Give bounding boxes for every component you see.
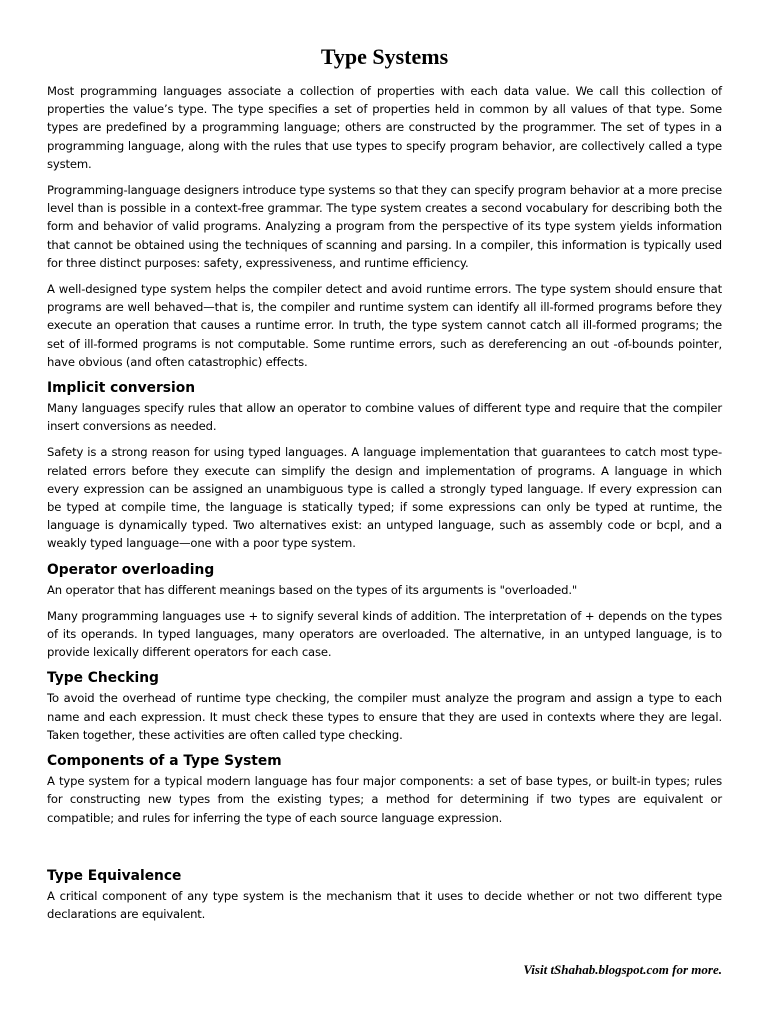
page-title: Type Systems [320,44,449,69]
intro-paragraph-1: Most programming languages associate a collection of properties with each data value. We call this collection of properties the value’s type. The type specifies a set of properties held in common by all values of that type. Some types are predefined by a programming language; others are constructed by the programmer. The set of types in a programming language, along with the rules that use types to specify program behavior, are collectively called a type system. [47,84,722,171]
overloading-paragraph-2: Many programming languages use + to signify several kinds of addition. The interpretation of + depends on the types of its operands. In typed languages, many operators are overloaded. The alternative, in an untyped language, is to provide lexically different operators for each case. [47,608,722,660]
section-heading-components: Components of a Type System [47,753,282,770]
equivalence-paragraph-1: A critical component of any type system is the mechanism that it uses to decide whether or not two different type declarations are equivalent. [47,888,722,921]
intro-paragraph-3: A well-designed type system helps the compiler detect and avoid runtime errors. The type system should ensure that programs are well behaved—that is, the compiler and runtime system can identify all ill-formed programs before they execute an operation that causes a runtime error. In truth, the type system cannot catch all ill-formed programs; the set of ill-formed programs is not computable. Some runtime errors, such as dereferencing an out -of-bounds pointer, have obvious (and often catastrophic) effects. [47,282,722,369]
section-heading-type-checking: Type Checking [47,670,159,687]
implicit-paragraph-1: Many languages specify rules that allow an operator to combine values of different type and require that the compiler insert conversions as needed. [47,401,722,434]
section-heading-implicit-conversion: Implicit conversion [47,380,196,397]
overloading-paragraph-1: An operator that has different meanings based on the types of its arguments is "overloaded." [47,582,578,597]
footer-link-text: Visit tShahab.blogspot.com for more. [523,962,722,977]
components-paragraph-1: A type system for a typical modern language has four major components: a set of base types, or built-in types; rules for constructing new types from the existing types; a method for determining if two types are equivalent or compatible; and rules for inferring the type of each source language expression. [47,774,722,825]
checking-paragraph-1: To avoid the overhead of runtime type checking, the compiler must analyze the program and assign a type to each name and each expression. It must check these types to ensure that they are used in contexts where they are legal. Taken together, these activities are often called type checking. [47,691,722,742]
implicit-paragraph-2: Safety is a strong reason for using typed languages. A language implementation that guarantees to catch most type-related errors before they execute can simplify the design and implementation of programs. A language in which every expression can be assigned an unambiguous type is called a strongly typed language. If every expression can be typed at compile time, the language is statically typed; if some expressions can only be typed at runtime, the language is dynamically typed. Two alternatives exist: an untyped language, such as assembly code or bcpl, and a weakly typed language—one with a poor type system. [47,445,722,551]
section-heading-type-equivalence: Type Equivalence [47,867,182,884]
intro-paragraph-2: Programming-language designers introduce type systems so that they can specify program behavior at a more precise level than is possible in a context-free grammar. The type system creates a second vocabulary for describing both the form and behavior of valid programs. Analyzing a program from the perspective of its type system yields information that cannot be obtained using the techniques of scanning and parsing. In a compiler, this information is typically used for three distinct purposes: safety, expressiveness, and runtime efficiency. [47,183,723,270]
document-page [47,44,722,931]
section-heading-operator-overloading: Operator overloading [47,561,215,578]
